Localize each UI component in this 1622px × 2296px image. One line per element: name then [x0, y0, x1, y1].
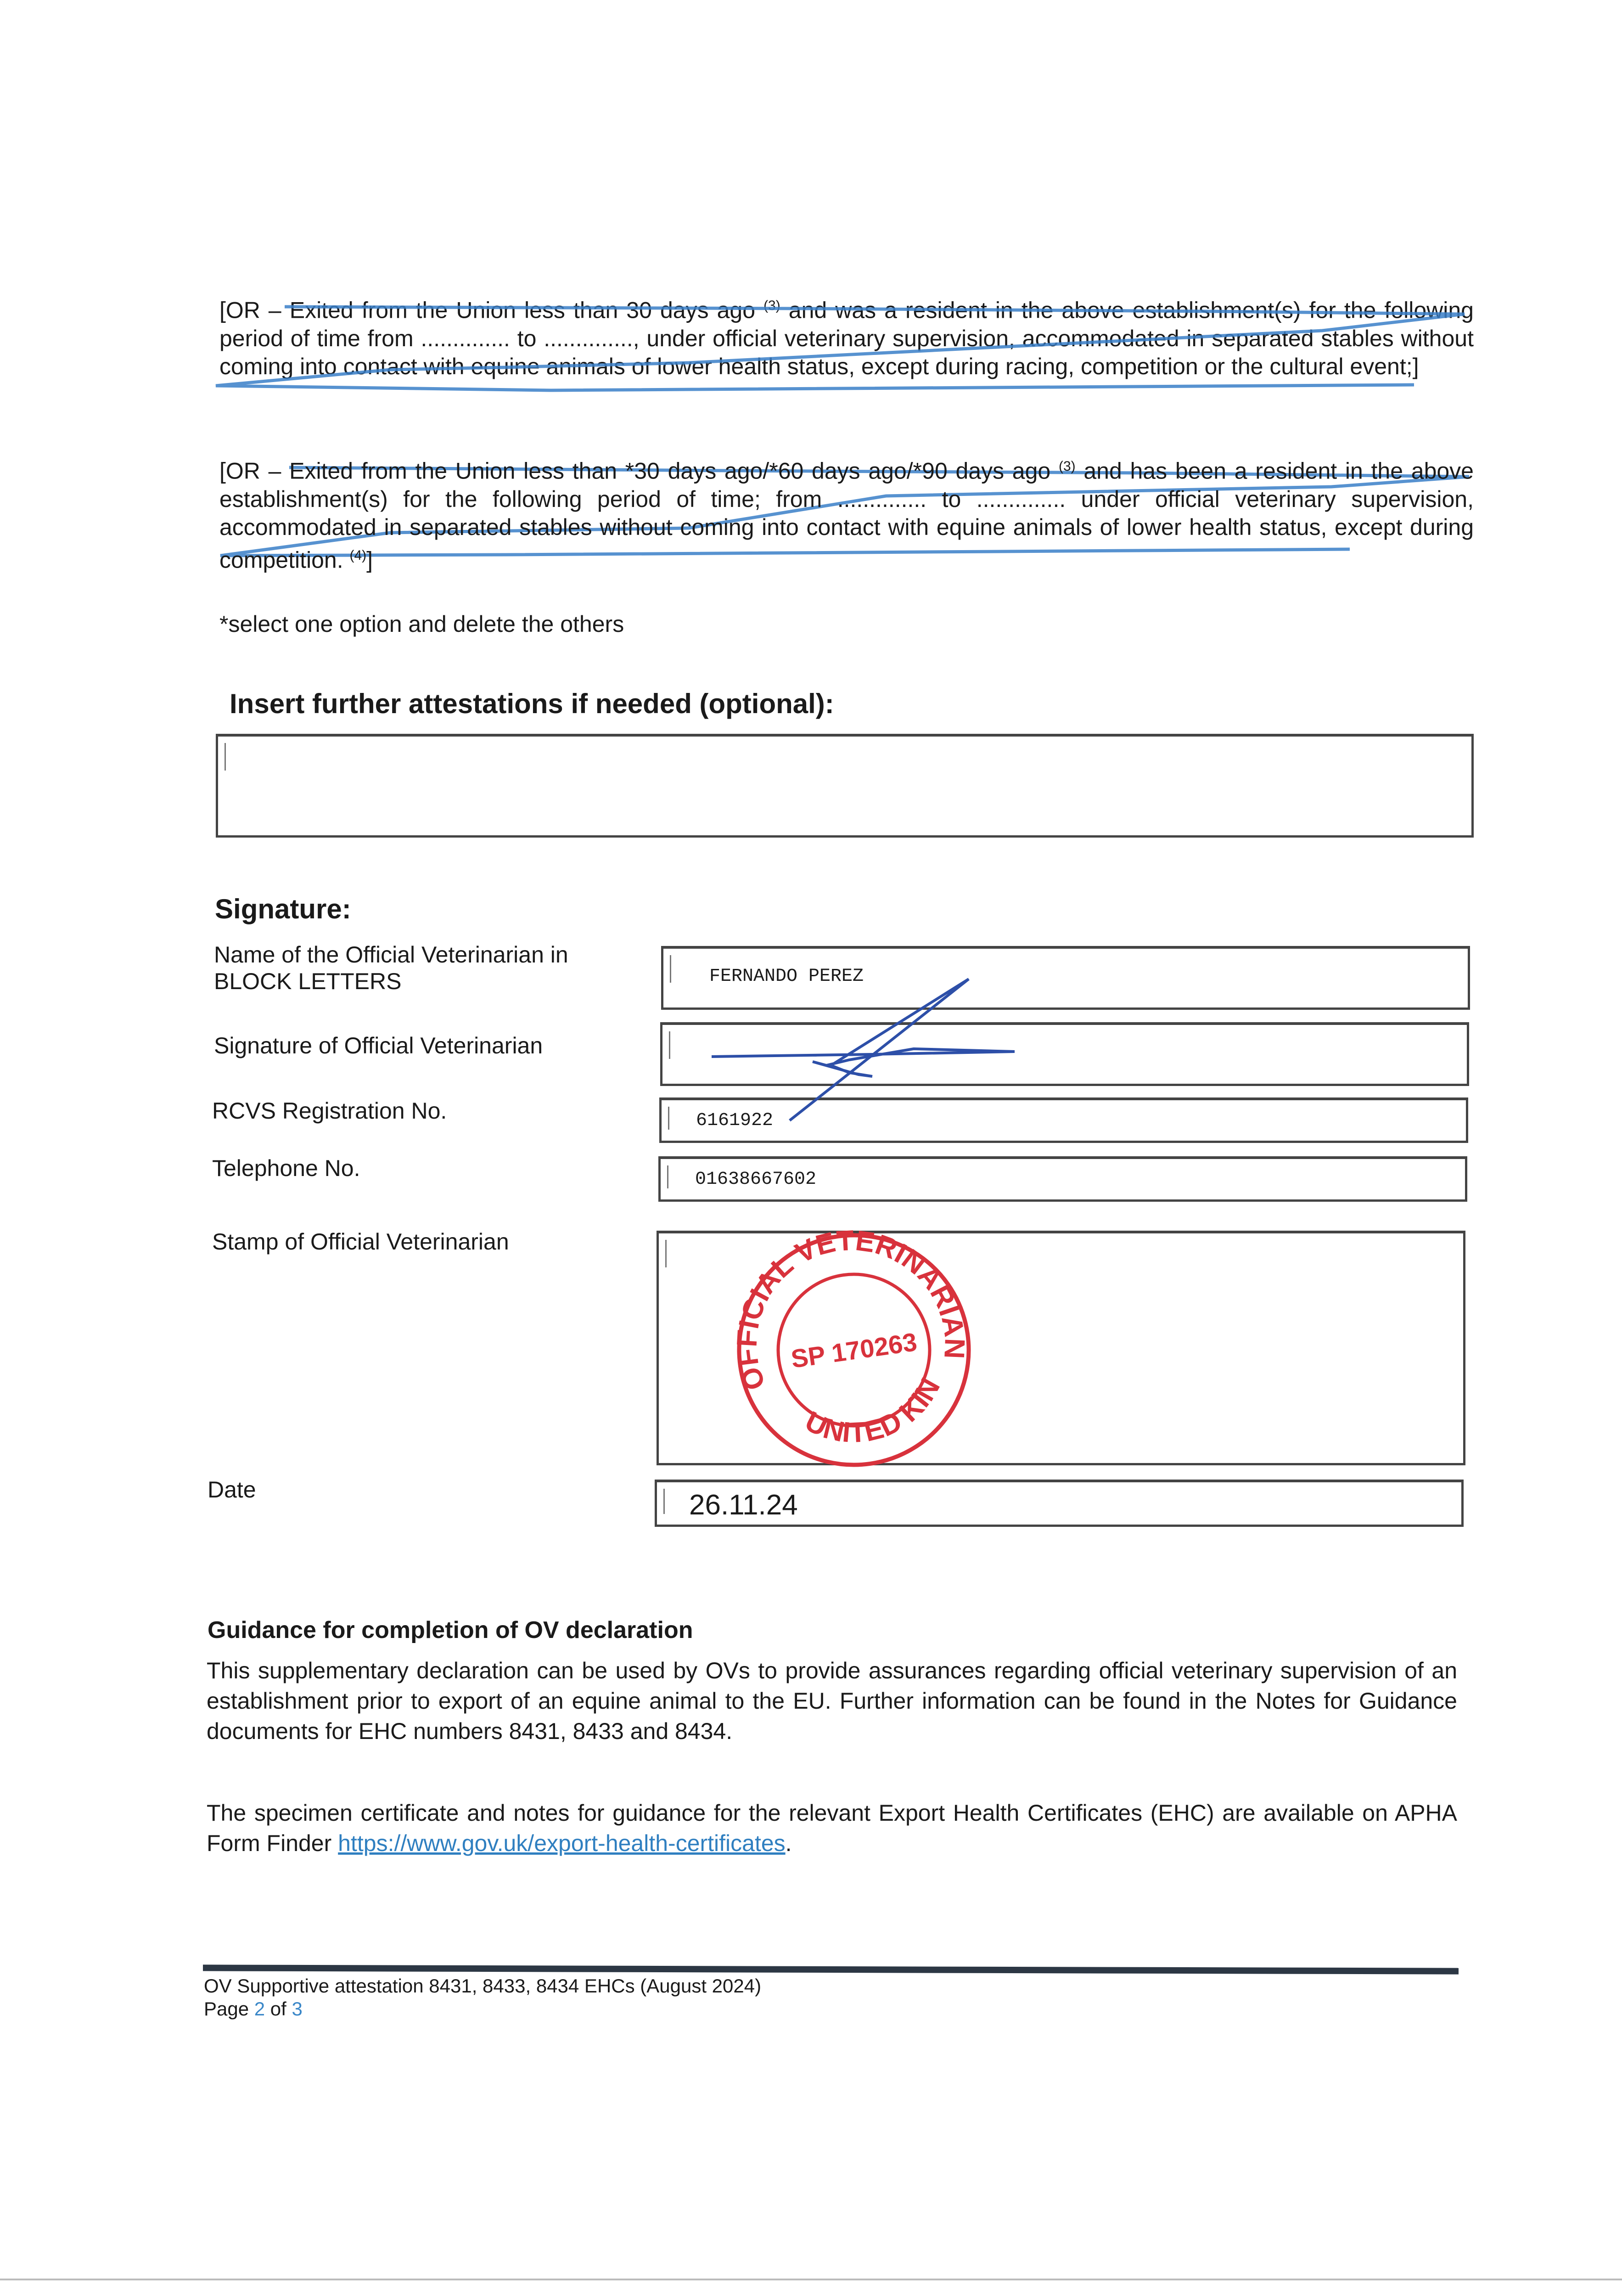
of-word: of	[265, 1998, 292, 2020]
stamp-center-text: SP 170263	[789, 1327, 919, 1373]
stamp-label: Stamp of Official Veterinarian	[212, 1229, 509, 1255]
footer-rule	[203, 1964, 1459, 1974]
footer	[204, 1975, 761, 2020]
date-value: 26.11.24	[689, 1489, 798, 1521]
option-2-body: and has been a resident in the above establishment(s) for the following period of time; from .............. to .............. under official veterinary supervision, accommodated in separated stables without coming into contact with equine animals of lower health status, except during competition.	[219, 458, 1474, 573]
further-attestations-input[interactable]	[216, 734, 1474, 838]
option-1-body: and was a resident in the above establishment(s) for the following period of time from .............. to .............., under official veterinary supervision, accommodated in separated stables without coming into contact with equine animals of lower health status, except during racing, competition or the cultural event;]	[219, 297, 1474, 379]
stamp-top-text: OFFICIAL VETERINARIAN	[731, 1224, 971, 1395]
signature-heading: Signature:	[215, 894, 351, 924]
signature-field[interactable]	[660, 1022, 1469, 1086]
option-2-text: [OR – Exited from the Union less than *30 days ago/*60 days ago/*90 days ago	[219, 458, 1059, 484]
option-2-end: ]	[366, 547, 373, 573]
further-attestations-heading: Insert further attestations if needed (optional):	[230, 688, 834, 719]
scan-edge	[0, 2279, 1622, 2280]
date-field[interactable]	[655, 1480, 1464, 1527]
footnote-ref: (3)	[763, 298, 780, 313]
period: .	[785, 1830, 792, 1856]
guidance-paragraph-1: This supplementary declaration can be used by OVs to provide assurances regarding official veterinary supervision of an establishment prior to export of an equine animal to the EU. Further information can be found in the Notes for Guidance documents for EHC numbers 8431, 8433 and 8434.	[207, 1658, 1457, 1744]
phone-field[interactable]	[658, 1156, 1467, 1202]
footnote-ref: (3)	[1058, 459, 1076, 474]
official-veterinarian-stamp	[725, 1221, 982, 1479]
select-note: *select one option and delete the others	[219, 611, 624, 637]
name-field[interactable]	[661, 946, 1470, 1010]
page-indicator	[204, 1998, 761, 2020]
attestation-option-1	[219, 292, 1474, 381]
guidance-paragraph-2	[207, 1798, 1457, 1858]
text-cursor	[668, 1107, 669, 1130]
text-cursor	[224, 743, 226, 771]
attestation-option-2	[219, 452, 1474, 574]
rcvs-label: RCVS Registration No.	[212, 1098, 447, 1124]
page-total: 3	[292, 1998, 303, 2020]
text-cursor	[669, 1031, 670, 1059]
name-label: Name of the Official Veterinarian in BLOCK LETTERS	[214, 942, 568, 994]
option-1-text: [OR – Exited from the Union less than 30 days ago	[219, 297, 764, 323]
text-cursor	[665, 1240, 667, 1267]
text-cursor	[667, 1165, 668, 1188]
stamp-bottom-text: UNITED KINGDOM	[800, 1373, 947, 1449]
page-word: Page	[204, 1998, 254, 2020]
export-health-certificates-link[interactable]: https://www.gov.uk/export-health-certificates	[338, 1830, 786, 1856]
rcvs-field[interactable]	[659, 1097, 1468, 1143]
guidance-paragraph-2-text: The specimen certificate and notes for guidance for the relevant Export Health Certificates (EHC) are available on APHA Form Finder	[207, 1800, 1457, 1856]
text-cursor	[663, 1489, 665, 1514]
rcvs-value: 6161922	[696, 1110, 774, 1131]
phone-value: 01638667602	[695, 1169, 817, 1190]
signature-label: Signature of Official Veterinarian	[214, 1033, 543, 1058]
phone-label: Telephone No.	[212, 1155, 360, 1181]
guidance-heading: Guidance for completion of OV declaration	[208, 1617, 693, 1643]
date-label: Date	[208, 1477, 256, 1503]
footnote-ref: (4)	[349, 547, 367, 563]
footer-title: OV Supportive attestation 8431, 8433, 8434 EHCs (August 2024)	[204, 1975, 762, 1997]
name-value: FERNANDO PEREZ	[709, 966, 864, 987]
text-cursor	[670, 955, 671, 983]
page-current: 2	[254, 1998, 265, 2020]
